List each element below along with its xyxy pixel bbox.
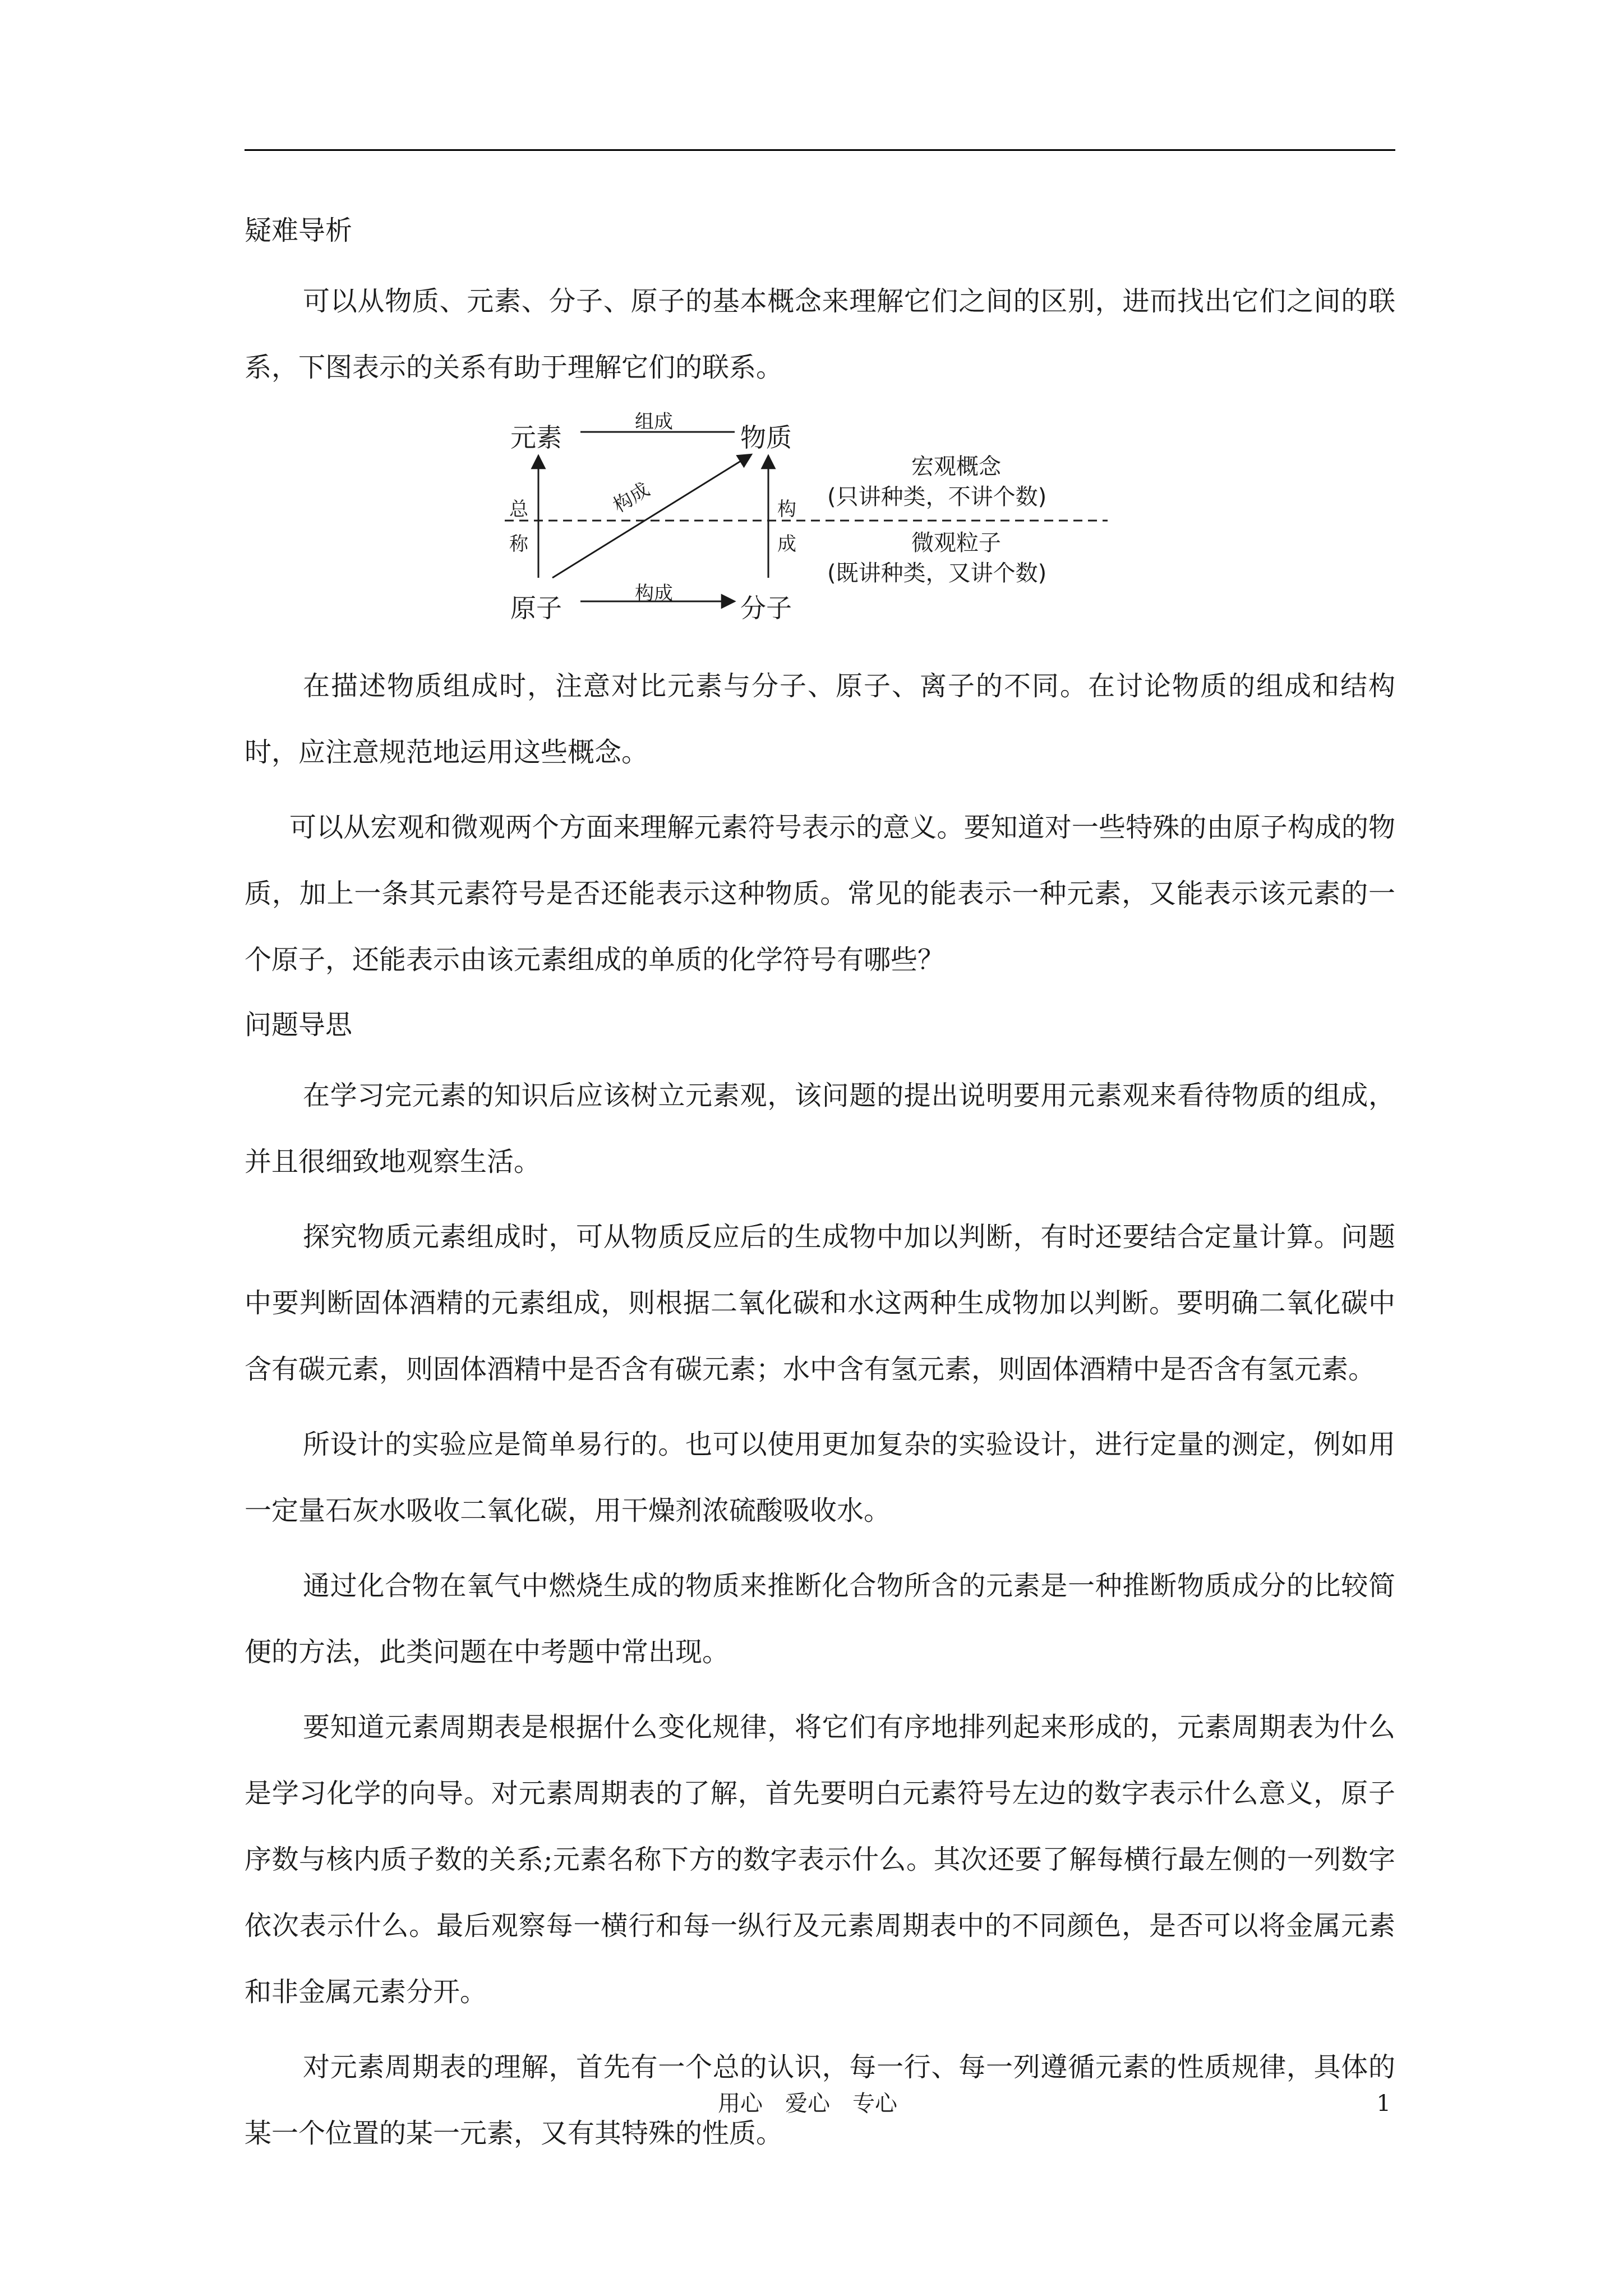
paragraph-5: 探究物质元素组成时，可从物质反应后的生成物中加以判断，有时还要结合定量计算。问题中要判断固体酒精的元素组成，则根据二氧化碳和水这两种生成物加以判断。要明确二氧化碳中含有碳元素，则固体酒精中是否含有碳元素；水中含有氢元素，则固体酒精中是否含有氢元素。 xyxy=(245,1221,1395,1385)
header-rule xyxy=(245,149,1395,151)
label-general-1: 总 xyxy=(509,498,528,521)
page-number: 1 xyxy=(1376,2091,1391,2116)
paragraph-8: 要知道元素周期表是根据什么变化规律，将它们有序地排列起来形成的，元素周期表为什么是学习化学的向导。对元素周期表的了解，首先要明白元素符号左边的数字表示什么意义，原子序数与核内质子数的关系;元素名称下方的数字表示什么。其次还要了解每横行最左侧的一列数字依次表示什么。最后观察每一横行和每一纵行及元素周期表中的不同颜色，是否可以将金属元素和非金属元素分开。 xyxy=(245,1711,1395,2008)
section-heading-analysis: 疑难导析 xyxy=(245,215,353,246)
paragraph-3: 可以从宏观和微观两个方面来理解元素符号表示的意义。要知道对一些特殊的由原子构成的物质，加上一条其元素符号是否还能表示这种物质。常见的能表示一种元素，又能表示该元素的一个原子，还能表示由该元素组成的单质的化学符号有哪些？ xyxy=(245,812,1395,976)
paragraph-7: 通过化合物在氧气中燃烧生成的物质来推断化合物所含的元素是一种推断物质成分的比较简便的方法，此类问题在中考题中常出现。 xyxy=(245,1570,1395,1668)
document-body xyxy=(245,208,1395,2175)
label-general-2: 称 xyxy=(509,533,528,555)
node-atom: 原子 xyxy=(510,593,562,623)
node-element: 元素 xyxy=(510,422,562,453)
section-heading-thinking: 问题导思 xyxy=(245,1009,353,1041)
paragraph-4: 在学习完元素的知识后应该树立元素观，该问题的提出说明要用元素观来看待物质的组成，并且很细致地观察生活。 xyxy=(245,1080,1395,1177)
label-compose: 组成 xyxy=(635,411,673,433)
footer-motto: 用心 爱心 专心 xyxy=(718,2091,897,2116)
micro-note: (既讲种类，又讲个数) xyxy=(827,560,1047,586)
constitute-diagonal-arrow xyxy=(552,454,751,578)
micro-title: 微观粒子 xyxy=(911,530,1001,556)
label-constitute-v2: 成 xyxy=(777,533,796,555)
paragraph-9: 对元素周期表的理解，首先有一个总的认识，每一行、每一列遵循元素的性质规律，具体的某一个位置的某一元素，又有其特殊的性质。 xyxy=(245,2051,1395,2149)
macro-note: (只讲种类，不讲个数) xyxy=(827,484,1047,510)
label-constitute-bottom: 构成 xyxy=(635,582,673,605)
paragraph-1: 可以从物质、元素、分子、原子的基本概念来理解它们之间的区别，进而找出它们之间的联系，下图表示的关系有助于理解它们的联系。 xyxy=(245,286,1395,383)
concept-diagram xyxy=(505,409,1122,634)
paragraph-2: 在描述物质组成时，注意对比元素与分子、原子、离子的不同。在讨论物质的组成和结构时，应注意规范地运用这些概念。 xyxy=(245,670,1395,768)
label-constitute-diagonal: 构成 xyxy=(609,478,654,518)
node-substance: 物质 xyxy=(740,422,792,453)
diagram-lines xyxy=(505,409,1122,634)
label-constitute-v1: 构 xyxy=(777,498,796,521)
paragraph-6: 所设计的实验应是简单易行的。也可以使用更加复杂的实验设计，进行定量的测定，例如用一定量石灰水吸收二氧化碳，用干燥剂浓硫酸吸收水。 xyxy=(245,1429,1395,1526)
macro-title: 宏观概念 xyxy=(911,454,1001,480)
node-molecule: 分子 xyxy=(740,593,792,623)
